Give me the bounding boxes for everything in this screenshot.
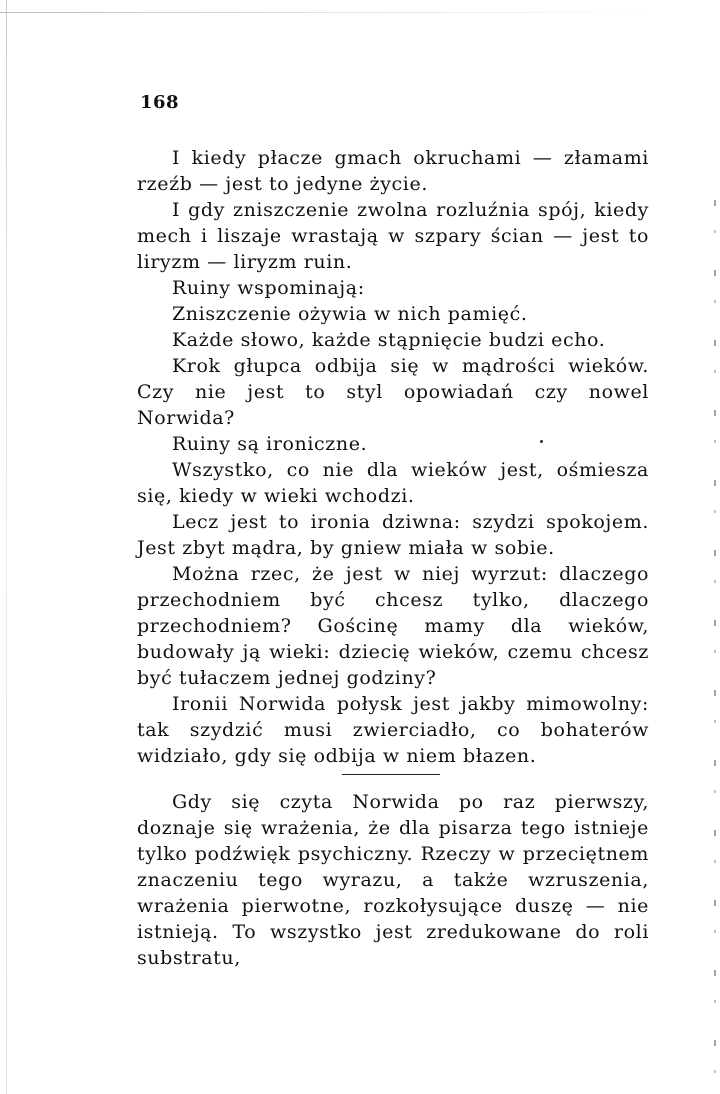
paragraph: Można rzec, że jest w niej wyrzut: dlaczego przechodniem być chcesz tylko, dlaczego przechodniem? Gościnę mamy dla wieków, budowały ją wieki: dziecię wieków, czemu chcesz być tułaczem jednej godziny? bbox=[137, 563, 649, 689]
page-number: 168 bbox=[140, 92, 180, 113]
scan-edge-left bbox=[6, 0, 7, 1094]
paragraph: I kiedy płacze gmach okruchami — złamami rzeźb — jest to jedyne życie. bbox=[137, 147, 649, 195]
paragraph: Ironii Norwida połysk jest jakby mimowolny: tak szydzić musi zwierciadło, co bohaterów widziało, gdy się odbija w niem błazen. bbox=[137, 693, 649, 767]
section-divider bbox=[342, 774, 440, 775]
text-section-1 bbox=[137, 145, 649, 769]
text-section-2 bbox=[137, 789, 649, 971]
scan-edge-right bbox=[714, 200, 716, 1080]
scan-edge-top bbox=[0, 12, 660, 13]
paragraph: Wszystko, co nie dla wieków jest, ośmiesza się, kiedy w wieki wchodzi. bbox=[137, 459, 649, 507]
paragraph: Ruiny wspominają: bbox=[172, 277, 365, 299]
paragraph: Lecz jest to ironia dziwna: szydzi spokojem. Jest zbyt mądra, by gniew miała w sobie. bbox=[137, 511, 649, 559]
paragraph: I gdy zniszczenie zwolna rozluźnia spój, kiedy mech i liszaje wrastają w szpary ścian — jest to liryzm — liryzm ruin. bbox=[137, 199, 649, 273]
paragraph: Krok głupca odbija się w mądrości wieków. Czy nie jest to styl opowiadań czy nowel Norwida? bbox=[137, 355, 649, 429]
paragraph: Zniszczenie ożywia w nich pamięć. bbox=[172, 303, 528, 325]
paragraph: Gdy się czyta Norwida po raz pierwszy, doznaje się wrażenia, że dla pisarza tego istnieje tylko podźwięk psychiczny. Rzeczy w przeciętnem znaczeniu tego wyrazu, a także wzruszenia, wrażenia pierwotne, rozkołysujące duszę — nie istnieją. To wszystko jest zredukowane do roli substratu, bbox=[137, 791, 649, 969]
print-speck bbox=[540, 440, 543, 443]
paragraph: Każde słowo, każde stąpnięcie budzi echo. bbox=[172, 329, 606, 351]
paragraph: Ruiny są ironiczne. bbox=[172, 433, 368, 455]
